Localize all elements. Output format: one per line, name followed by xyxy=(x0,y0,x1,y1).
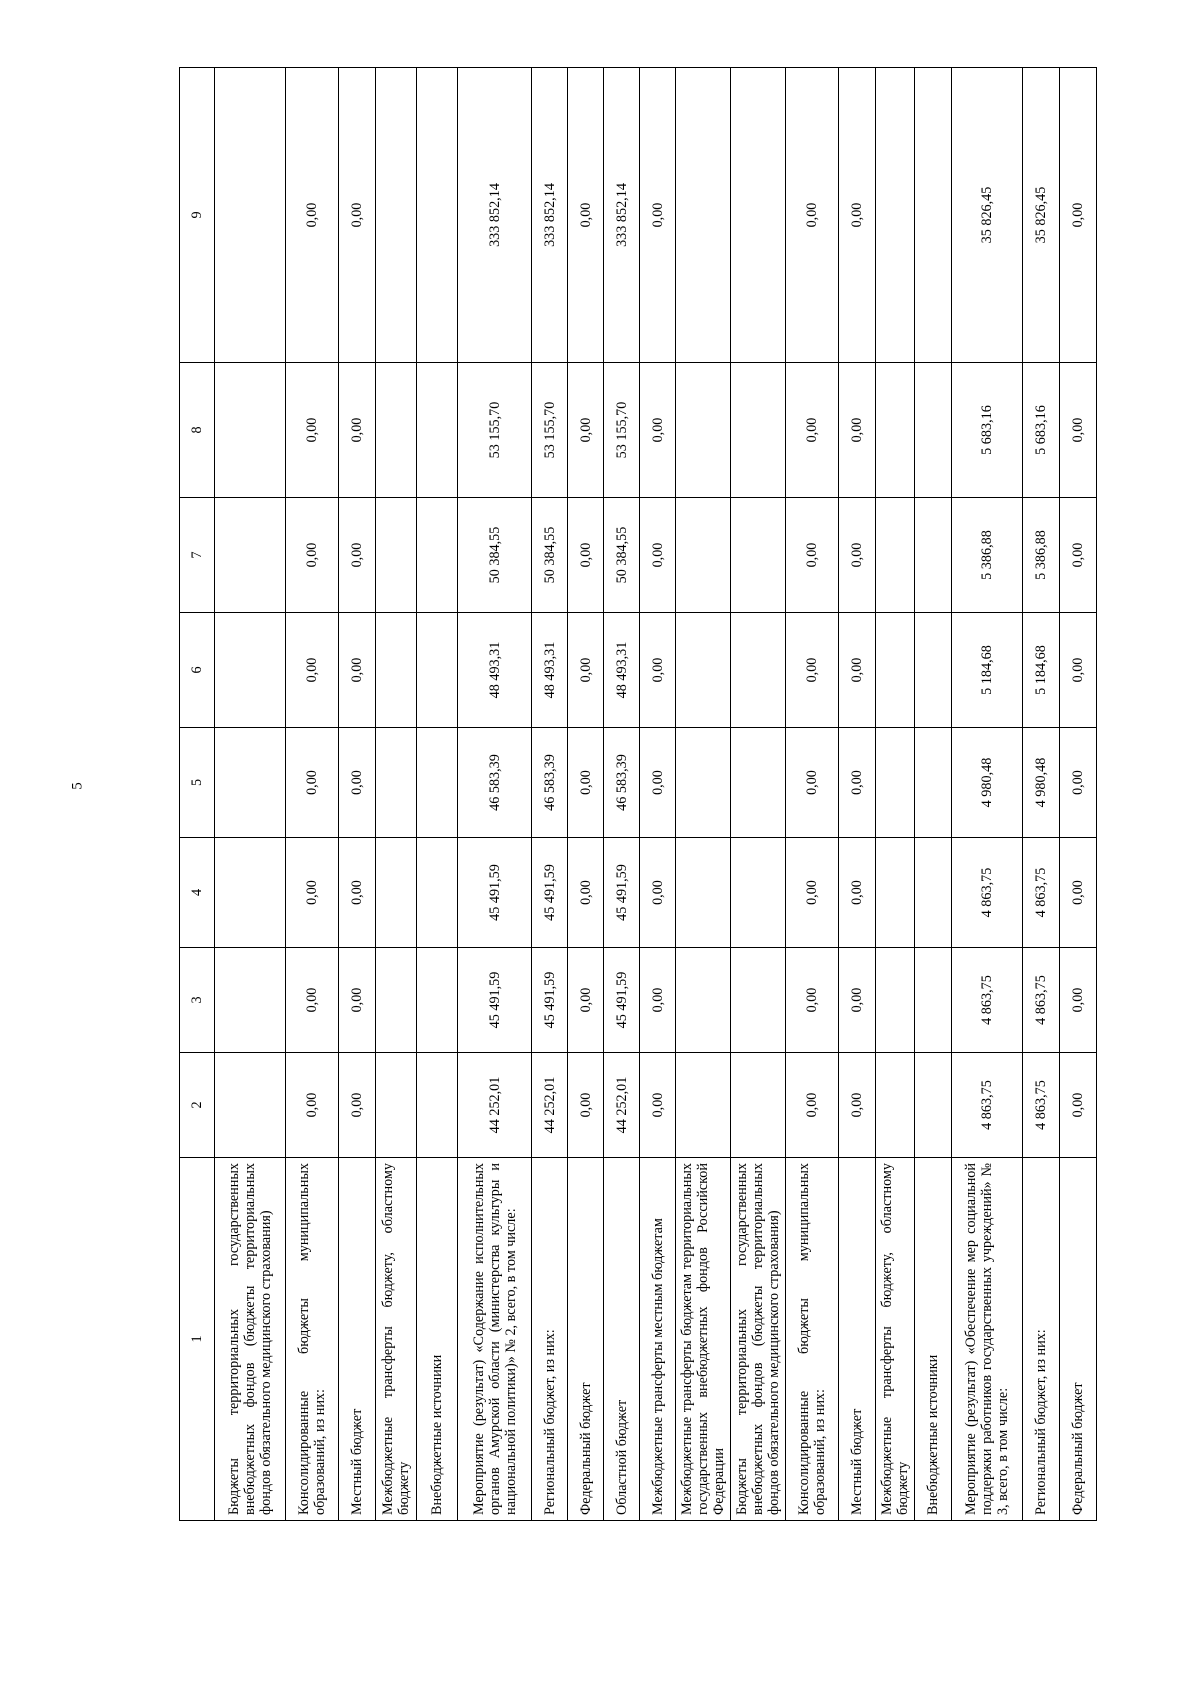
value-cell: 0,00 xyxy=(568,1053,604,1158)
value-cell xyxy=(215,948,286,1053)
value-cell xyxy=(215,613,286,728)
column-header: 5 xyxy=(180,728,215,838)
value-cell: 0,00 xyxy=(286,948,339,1053)
value-cell: 0,00 xyxy=(839,1053,876,1158)
row-label: Межбюджетные трансферты местным бюджетам xyxy=(640,1158,676,1521)
row-label: Межбюджетные трансферты бюджетам территориальных государственных внебюджетных фондов Российской Федерации xyxy=(676,1158,731,1521)
table-row xyxy=(1060,68,1097,1521)
value-cell: 0,00 xyxy=(339,948,376,1053)
value-cell: 0,00 xyxy=(640,363,676,498)
table-body xyxy=(180,68,1097,1521)
row-label: Региональный бюджет, из них: xyxy=(1023,1158,1060,1521)
table-row xyxy=(376,68,417,1521)
row-label: Областной бюджет xyxy=(604,1158,640,1521)
value-cell xyxy=(731,68,786,363)
value-cell xyxy=(731,498,786,613)
row-label: Федеральный бюджет xyxy=(1060,1158,1097,1521)
budget-table xyxy=(179,67,1097,1521)
value-cell: 0,00 xyxy=(286,728,339,838)
value-cell: 0,00 xyxy=(839,68,876,363)
value-cell: 0,00 xyxy=(839,948,876,1053)
value-cell: 0,00 xyxy=(786,68,839,363)
table-header-row xyxy=(180,68,215,1521)
row-label: Межбюджетные трансферты бюджету, областному бюджету xyxy=(376,1158,417,1521)
value-cell: 0,00 xyxy=(339,68,376,363)
value-cell: 0,00 xyxy=(640,728,676,838)
value-cell: 4 863,75 xyxy=(1023,838,1060,948)
value-cell: 0,00 xyxy=(786,838,839,948)
value-cell: 0,00 xyxy=(640,68,676,363)
value-cell xyxy=(376,728,417,838)
value-cell: 5 683,16 xyxy=(1023,363,1060,498)
value-cell: 0,00 xyxy=(1060,363,1097,498)
value-cell: 45 491,59 xyxy=(604,838,640,948)
value-cell xyxy=(376,498,417,613)
table-row xyxy=(568,68,604,1521)
value-cell xyxy=(676,728,731,838)
value-cell: 0,00 xyxy=(339,498,376,613)
value-cell: 0,00 xyxy=(286,68,339,363)
value-cell: 0,00 xyxy=(286,1053,339,1158)
table-row xyxy=(731,68,786,1521)
value-cell xyxy=(417,68,458,363)
value-cell: 0,00 xyxy=(839,363,876,498)
value-cell xyxy=(417,613,458,728)
row-label: Консолидированные бюджеты муниципальных образований, из них: xyxy=(786,1158,839,1521)
value-cell: 5 184,68 xyxy=(952,613,1023,728)
value-cell xyxy=(876,838,915,948)
value-cell xyxy=(915,838,952,948)
value-cell xyxy=(915,498,952,613)
value-cell xyxy=(731,728,786,838)
value-cell: 0,00 xyxy=(640,613,676,728)
value-cell: 0,00 xyxy=(568,948,604,1053)
value-cell xyxy=(376,613,417,728)
value-cell: 0,00 xyxy=(1060,948,1097,1053)
value-cell: 0,00 xyxy=(839,838,876,948)
table-row xyxy=(952,68,1023,1521)
value-cell xyxy=(215,68,286,363)
value-cell: 50 384,55 xyxy=(532,498,568,613)
value-cell xyxy=(915,948,952,1053)
value-cell xyxy=(676,948,731,1053)
column-header: 8 xyxy=(180,363,215,498)
row-label: Внебюджетные источники xyxy=(915,1158,952,1521)
value-cell: 0,00 xyxy=(339,1053,376,1158)
value-cell xyxy=(215,838,286,948)
value-cell: 0,00 xyxy=(568,498,604,613)
value-cell xyxy=(376,948,417,1053)
value-cell xyxy=(731,838,786,948)
value-cell: 0,00 xyxy=(1060,498,1097,613)
value-cell xyxy=(676,68,731,363)
value-cell xyxy=(876,613,915,728)
value-cell: 0,00 xyxy=(568,613,604,728)
value-cell: 0,00 xyxy=(286,838,339,948)
column-header: 2 xyxy=(180,1053,215,1158)
column-header: 7 xyxy=(180,498,215,613)
value-cell xyxy=(376,68,417,363)
table-row xyxy=(876,68,915,1521)
row-label: Внебюджетные источники xyxy=(417,1158,458,1521)
row-label: Межбюджетные трансферты бюджету, областному бюджету xyxy=(876,1158,915,1521)
value-cell: 46 583,39 xyxy=(458,728,532,838)
value-cell xyxy=(731,948,786,1053)
value-cell: 0,00 xyxy=(1060,68,1097,363)
value-cell xyxy=(915,1053,952,1158)
row-label: Федеральный бюджет xyxy=(568,1158,604,1521)
value-cell: 48 493,31 xyxy=(532,613,568,728)
value-cell: 0,00 xyxy=(839,613,876,728)
row-label: Мероприятие (результат) «Обеспечение мер социальной поддержки работников государственных учреждений» № 3, всего, в том числе: xyxy=(952,1158,1023,1521)
value-cell xyxy=(731,613,786,728)
value-cell: 0,00 xyxy=(1060,728,1097,838)
value-cell: 5 386,88 xyxy=(1023,498,1060,613)
table-row xyxy=(604,68,640,1521)
value-cell: 0,00 xyxy=(339,838,376,948)
value-cell xyxy=(417,363,458,498)
value-cell: 0,00 xyxy=(568,68,604,363)
value-cell: 53 155,70 xyxy=(604,363,640,498)
value-cell xyxy=(417,948,458,1053)
value-cell: 35 826,45 xyxy=(952,68,1023,363)
table-row xyxy=(1023,68,1060,1521)
value-cell xyxy=(876,728,915,838)
value-cell: 46 583,39 xyxy=(532,728,568,838)
value-cell xyxy=(915,363,952,498)
column-header: 4 xyxy=(180,838,215,948)
table-row xyxy=(286,68,339,1521)
value-cell: 35 826,45 xyxy=(1023,68,1060,363)
value-cell xyxy=(417,838,458,948)
value-cell: 0,00 xyxy=(786,1053,839,1158)
value-cell: 45 491,59 xyxy=(458,838,532,948)
value-cell: 4 863,75 xyxy=(952,838,1023,948)
value-cell xyxy=(915,728,952,838)
table-row xyxy=(640,68,676,1521)
value-cell: 0,00 xyxy=(286,498,339,613)
value-cell: 46 583,39 xyxy=(604,728,640,838)
value-cell: 0,00 xyxy=(568,728,604,838)
value-cell: 333 852,14 xyxy=(458,68,532,363)
value-cell: 4 863,75 xyxy=(952,1053,1023,1158)
value-cell: 44 252,01 xyxy=(458,1053,532,1158)
value-cell: 0,00 xyxy=(786,728,839,838)
value-cell xyxy=(676,498,731,613)
value-cell: 5 386,88 xyxy=(952,498,1023,613)
value-cell: 50 384,55 xyxy=(604,498,640,613)
value-cell xyxy=(915,68,952,363)
table-row xyxy=(458,68,532,1521)
value-cell xyxy=(676,363,731,498)
row-label: Местный бюджет xyxy=(339,1158,376,1521)
value-cell xyxy=(376,838,417,948)
row-label: Бюджеты территориальных государственных внебюджетных фондов (бюджеты территориальных фондов обязательного медицинского страхования) xyxy=(731,1158,786,1521)
column-header: 3 xyxy=(180,948,215,1053)
table-row xyxy=(915,68,952,1521)
row-label: Местный бюджет xyxy=(839,1158,876,1521)
column-header: 1 xyxy=(180,1158,215,1521)
table-row xyxy=(339,68,376,1521)
value-cell: 0,00 xyxy=(568,838,604,948)
value-cell xyxy=(215,728,286,838)
table-row xyxy=(839,68,876,1521)
value-cell xyxy=(215,498,286,613)
value-cell: 45 491,59 xyxy=(532,838,568,948)
budget-table-container xyxy=(179,68,1090,1521)
value-cell: 333 852,14 xyxy=(604,68,640,363)
row-label: Мероприятие (результат) «Содержание исполнительных органов Амурской области (министерства культуры и национальной политики)» № 2, всего, в том числе: xyxy=(458,1158,532,1521)
value-cell xyxy=(676,838,731,948)
value-cell: 0,00 xyxy=(339,728,376,838)
value-cell: 0,00 xyxy=(640,498,676,613)
page-number: 5 xyxy=(69,782,86,790)
value-cell xyxy=(876,498,915,613)
row-label: Консолидированные бюджеты муниципальных образований, из них: xyxy=(286,1158,339,1521)
value-cell: 45 491,59 xyxy=(604,948,640,1053)
value-cell xyxy=(417,1053,458,1158)
value-cell xyxy=(417,728,458,838)
column-header: 6 xyxy=(180,613,215,728)
value-cell: 0,00 xyxy=(286,613,339,728)
value-cell: 4 863,75 xyxy=(1023,1053,1060,1158)
value-cell xyxy=(676,1053,731,1158)
row-label: Бюджеты территориальных государственных внебюджетных фондов (бюджеты территориальных фондов обязательного медицинского страхования) xyxy=(215,1158,286,1521)
value-cell: 0,00 xyxy=(640,838,676,948)
value-cell xyxy=(376,1053,417,1158)
value-cell: 0,00 xyxy=(786,613,839,728)
value-cell: 53 155,70 xyxy=(532,363,568,498)
value-cell: 0,00 xyxy=(839,498,876,613)
table-row xyxy=(215,68,286,1521)
value-cell xyxy=(215,363,286,498)
value-cell xyxy=(915,613,952,728)
value-cell: 5 184,68 xyxy=(1023,613,1060,728)
value-cell: 0,00 xyxy=(339,363,376,498)
value-cell: 0,00 xyxy=(839,728,876,838)
table-row xyxy=(676,68,731,1521)
value-cell: 44 252,01 xyxy=(604,1053,640,1158)
value-cell: 48 493,31 xyxy=(604,613,640,728)
value-cell xyxy=(731,1053,786,1158)
value-cell: 45 491,59 xyxy=(532,948,568,1053)
value-cell xyxy=(876,68,915,363)
value-cell xyxy=(215,1053,286,1158)
value-cell xyxy=(417,498,458,613)
value-cell: 4 980,48 xyxy=(952,728,1023,838)
value-cell: 53 155,70 xyxy=(458,363,532,498)
value-cell: 4 863,75 xyxy=(952,948,1023,1053)
value-cell: 0,00 xyxy=(1060,838,1097,948)
value-cell: 0,00 xyxy=(286,363,339,498)
value-cell: 48 493,31 xyxy=(458,613,532,728)
value-cell xyxy=(876,948,915,1053)
value-cell xyxy=(676,613,731,728)
value-cell: 4 980,48 xyxy=(1023,728,1060,838)
value-cell: 0,00 xyxy=(339,613,376,728)
value-cell: 0,00 xyxy=(1060,1053,1097,1158)
value-cell: 0,00 xyxy=(1060,613,1097,728)
value-cell: 0,00 xyxy=(786,498,839,613)
column-header: 9 xyxy=(180,68,215,363)
value-cell: 0,00 xyxy=(786,363,839,498)
value-cell: 0,00 xyxy=(640,948,676,1053)
table-row xyxy=(417,68,458,1521)
value-cell: 50 384,55 xyxy=(458,498,532,613)
value-cell xyxy=(376,363,417,498)
value-cell xyxy=(876,1053,915,1158)
value-cell: 4 863,75 xyxy=(1023,948,1060,1053)
value-cell: 0,00 xyxy=(640,1053,676,1158)
value-cell: 5 683,16 xyxy=(952,363,1023,498)
value-cell: 0,00 xyxy=(786,948,839,1053)
table-row xyxy=(532,68,568,1521)
row-label: Региональный бюджет, из них: xyxy=(532,1158,568,1521)
value-cell xyxy=(876,363,915,498)
value-cell xyxy=(731,363,786,498)
value-cell: 0,00 xyxy=(568,363,604,498)
value-cell: 45 491,59 xyxy=(458,948,532,1053)
value-cell: 333 852,14 xyxy=(532,68,568,363)
value-cell: 44 252,01 xyxy=(532,1053,568,1158)
table-row xyxy=(786,68,839,1521)
